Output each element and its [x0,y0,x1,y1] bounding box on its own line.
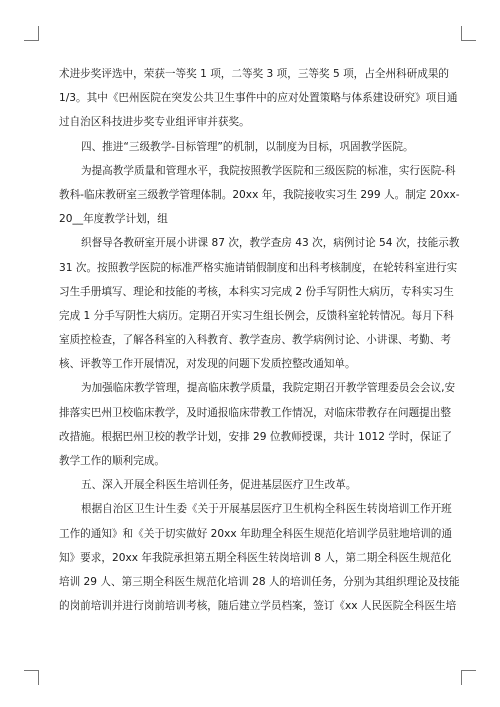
document-body [59,62,460,618]
text-line: 工作的通知》和《关于切实做好 20xx 年助理全科医生规范化培训学员驻地培训的通 [59,527,452,540]
text-line: 培训 29 人、第三期全科医生规范化培训 28 人的培训任务，分别为其组织理论及技能 [59,575,460,588]
crop-mark-bottom-left [24,670,39,685]
text-line: 排落实巴州卫校临床教学，及时通报临床带教工作情况，对临床带教存在问题提出整 [59,406,451,419]
text-line: 为提高教学质量和管理水平，我院按照教学医院和三级医院的标准，实行医院-科 [81,164,456,177]
text-line: 术进步奖评选中，荣获一等奖 1 项，二等奖 3 项，三等奖 5 项，占全州科研成果的 [59,68,450,80]
text-line: 20__年度教学计划，组 [59,213,168,226]
text-line: 四、推进“三级教学-目标管理”的机制，以制度为目标，巩固教学医院。 [81,140,414,153]
crop-mark-bottom-right [461,670,476,685]
text-line: 习生手册填写、理论和技能的考核，本科实习完成 2 份手写阴性大病历，专科实习生 [59,285,454,298]
text-line: 教科-临床教研室三级教学管理体制。20xx 年，我院接收实习生 299 人。制定 20xx- [59,188,460,201]
text-line: 教学工作的顺利完成。 [59,455,165,467]
text-line: 31 次。按照教学医院的标准严格实施请销假制度和出科考核制度，在轮转科室进行实 [59,261,458,274]
text-line: 1/3。其中《巴州医院在突发公共卫生事件中的应对处置策略与体系建设研究》项目通 [59,92,458,105]
text-line: 五、深入开展全科医生培训任务，促进基层医疗卫生改革。 [81,479,357,492]
text-line: 的岗前培训并进行岗前培训考核，随后建立学员档案，签订《xx 人民医院全科医生培 [59,600,457,613]
text-line: 改措施。根据巴州卫校的教学计划，安排 29 位教师授课，共计 1012 学时，保证了 [59,430,452,443]
text-line: 知》要求，20xx 年我院承担第五期全科医生转岗培训 8 人，第二期全科医生规范化 [59,551,452,564]
text-line: 完成 1 分手写阴性大病历。定期召开实习生组长例会，反馈科室轮转情况。每月下科 [59,309,454,322]
text-line: 为加强临床教学管理，提高临床教学质量，我院定期召开教学管理委员会会议,安 [81,382,456,395]
text-line: 过自治区科技进步奖专业组评审并获奖。 [59,116,250,129]
text-line: 室质控检查，了解各科室的入科教育、教学查房、教学病例讨论、小讲课、考勤、考 [59,334,451,347]
text-line: 核、评教等工作开展情况，对发现的问题下发质控整改通知单。 [59,358,356,371]
crop-mark-top-right [461,26,476,41]
text-line: 根据自治区卫生计生委《关于开展基层医疗卫生机构全科医生转岗培训工作开班 [81,503,452,516]
crop-mark-top-left [24,26,39,41]
text-line: 织督导各教研室开展小讲课 87 次，教学查房 43 次，病例讨论 54 次，技能示教 [81,237,460,250]
